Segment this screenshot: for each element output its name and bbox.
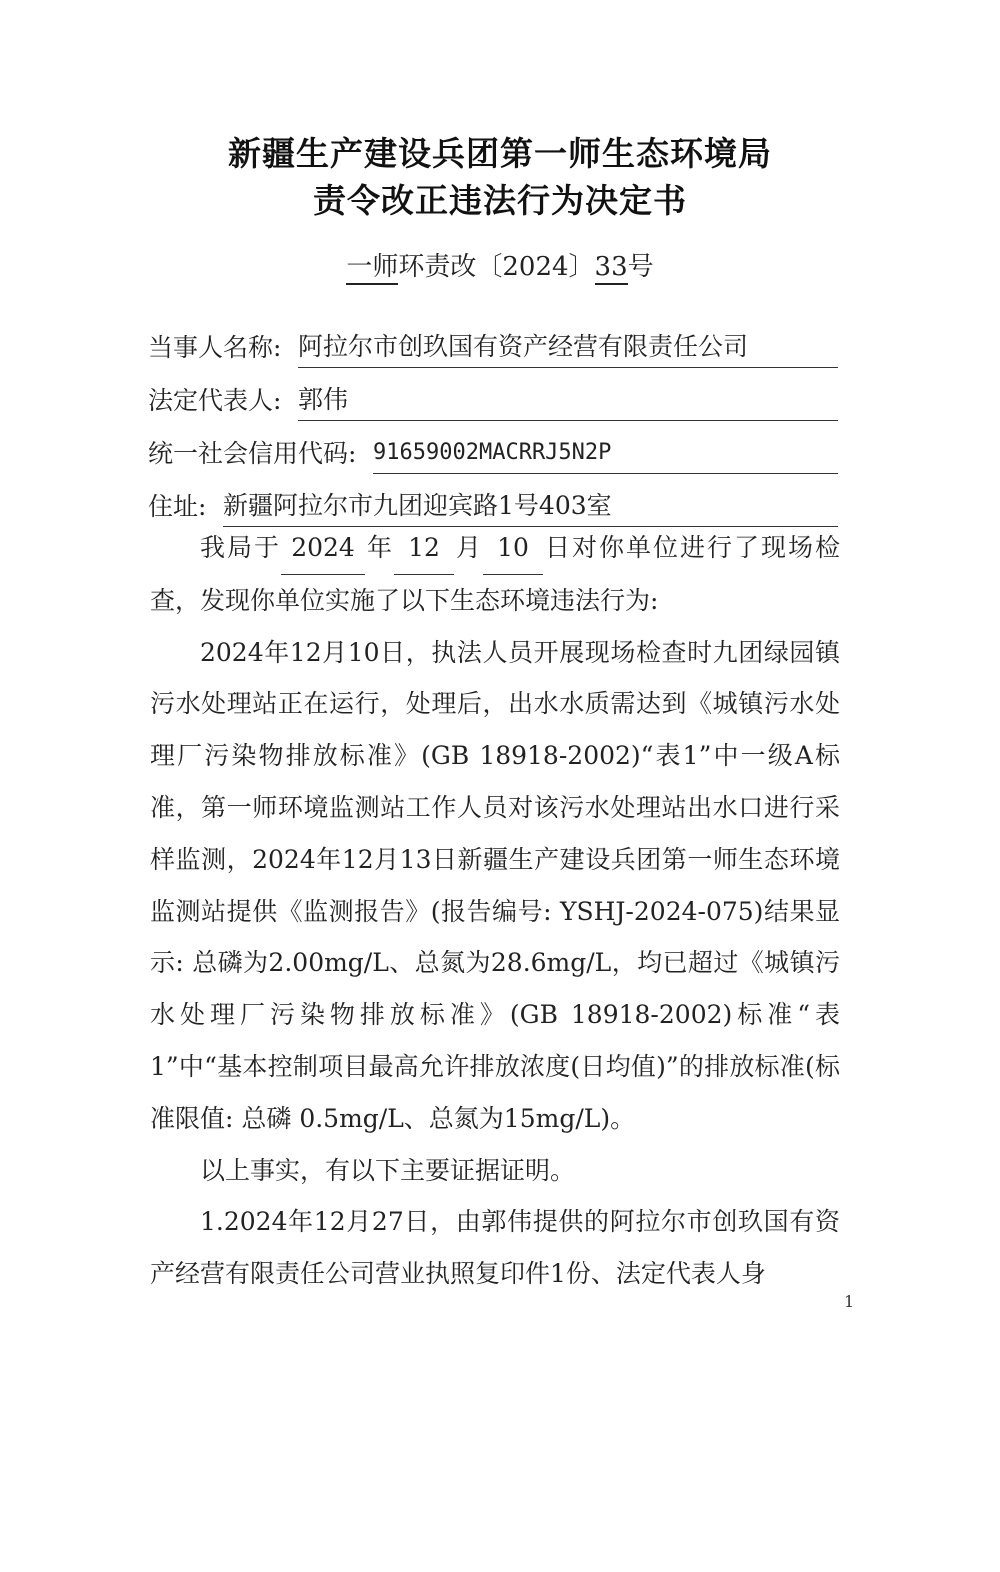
evidence-intro-paragraph: 以上事实，有以下主要证据证明。 (200, 1155, 576, 1185)
doc-number-middle: 环责改〔2024〕 (398, 252, 595, 282)
intro-year-unit: 年 (365, 533, 394, 562)
doc-number-suffix: 号 (627, 252, 654, 282)
page-number: 1 (844, 1292, 855, 1311)
address-value: 新疆阿拉尔市九团迎宾路1号403室 (223, 486, 838, 527)
legal-rep-label: 法定代表人: (148, 386, 282, 415)
inspection-intro-paragraph (150, 522, 840, 627)
inspection-day: 10 (483, 522, 543, 575)
doc-number-value: 33 (595, 252, 628, 285)
credit-code-field (148, 434, 838, 474)
evidence-item-1: 1.2024年12月27日，由郭伟提供的阿拉尔市创玖国有资产经营有限责任公司营业执照复印件1份、法定代表人身 (150, 1207, 840, 1289)
document-number (0, 246, 1000, 283)
doc-number-prefix: 一师 (346, 252, 398, 285)
document-body (150, 522, 840, 1300)
document-title-type: 责令改正违法行为决定书 (313, 181, 687, 220)
party-name-value: 阿拉尔市创玖国有资产经营有限责任公司 (298, 327, 838, 368)
legal-rep-field (148, 381, 838, 421)
document-title-agency: 新疆生产建设兵团第一师生态环境局 (228, 134, 772, 173)
inspection-month: 12 (394, 522, 454, 575)
intro-text-end: 日对你单位进行了现场检查，发现你单位实施了以下生态环境违法行为: (150, 533, 840, 615)
party-name-label: 当事人名称: (148, 333, 282, 362)
address-field (148, 487, 838, 527)
credit-code-value: 91659002MACRRJ5N2P (373, 433, 838, 474)
legal-rep-value: 郭伟 (298, 380, 838, 421)
facts-paragraph: 2024年12月10日，执法人员开展现场检查时九团绿园镇污水处理站正在运行，处理后，出水水质需达到《城镇污水处理厂污染物排放标准》(GB 18918-2002)“表1”中一级A标准，第一师环境监测站工作人员对该污水处理站出水口进行采样监测，2024年12月13日新疆生产建设兵团第一师生态环境监测站提供《监测报告》(报告编号: YSHJ-2024-075)结果显示: 总磷为2.00mg/L、总氮为28.6mg/L，均已超过《城镇污水处理厂污染物排放标准》(GB 18918-2002)标准“表1”中“基本控制项目最高允许排放浓度(日均值)”的排放标准(标准限值: 总磷 0.5mg/L、总氮为15mg/L)。 (150, 637, 840, 1133)
intro-text-start: 我局于 (200, 533, 281, 562)
credit-code-label: 统一社会信用代码: (148, 439, 357, 468)
inspection-year: 2024 (281, 522, 365, 575)
party-name-field (148, 328, 838, 368)
intro-month-unit: 月 (454, 533, 483, 562)
address-label: 住址: (148, 492, 207, 521)
